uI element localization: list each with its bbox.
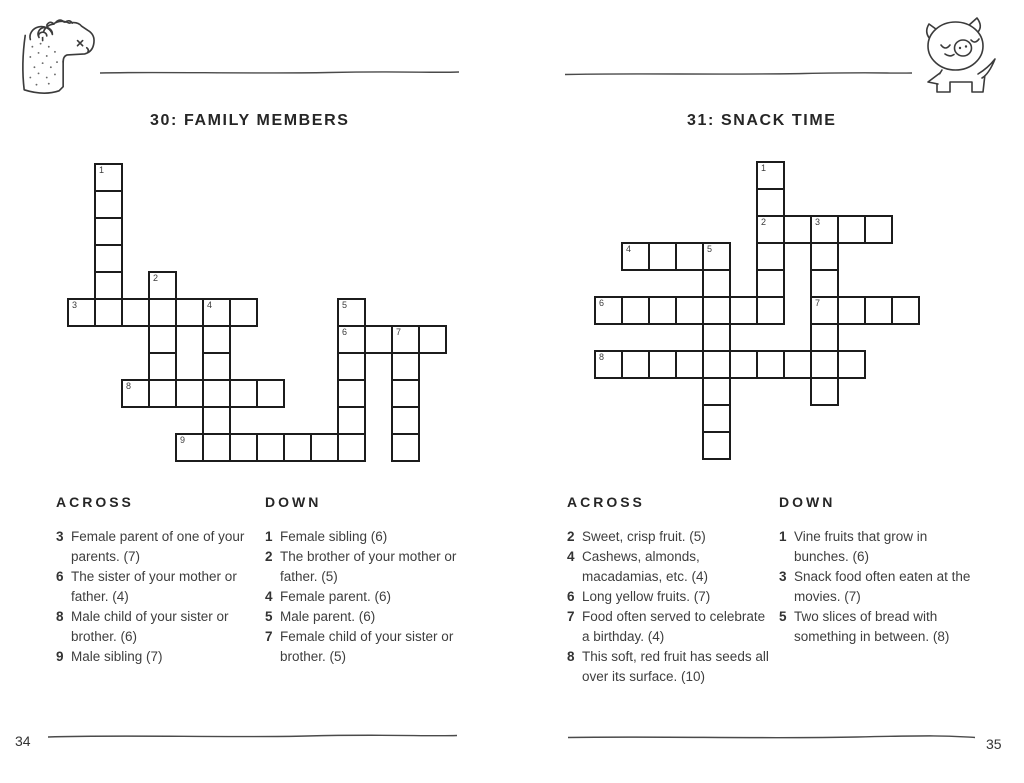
grid-cell[interactable] — [810, 377, 839, 406]
clue-number: 3 — [56, 529, 64, 544]
clue — [567, 547, 779, 587]
grid-cell[interactable] — [391, 433, 420, 462]
clue-number: 6 — [56, 569, 64, 584]
clue — [779, 527, 985, 567]
clue-text: Sweet, crisp fruit. (5) — [582, 529, 706, 544]
grid-cell[interactable] — [729, 296, 758, 325]
grid-cell[interactable] — [675, 242, 704, 271]
grid-cell[interactable] — [256, 379, 285, 408]
grid-cell[interactable] — [837, 350, 866, 379]
cell-number: 6 — [599, 298, 605, 308]
grid-cell[interactable] — [783, 350, 812, 379]
grid-cell[interactable] — [175, 433, 204, 462]
across-header: ACROSS — [56, 494, 134, 510]
grid-cell[interactable] — [337, 352, 366, 381]
grid-cell[interactable] — [702, 323, 731, 352]
grid-cell[interactable] — [418, 325, 447, 354]
cell-number: 5 — [707, 244, 713, 254]
grid-cell[interactable] — [756, 269, 785, 298]
clue-text: Long yellow fruits. (7) — [582, 589, 711, 604]
clue — [265, 627, 471, 667]
grid-cell[interactable] — [202, 379, 231, 408]
grid-cell[interactable] — [121, 298, 150, 327]
right-across-clues — [567, 494, 779, 687]
grid-cell[interactable] — [67, 298, 96, 327]
grid-cell[interactable] — [202, 352, 231, 381]
grid-cell[interactable] — [729, 350, 758, 379]
clue — [567, 607, 779, 647]
cell-number: 5 — [342, 300, 348, 310]
grid-cell[interactable] — [364, 325, 393, 354]
page-number-left: 34 — [15, 733, 31, 749]
grid-cell[interactable] — [283, 433, 312, 462]
clue-list — [779, 527, 985, 647]
cell-number: 8 — [599, 352, 605, 362]
grid-cell[interactable] — [337, 325, 366, 354]
grid-cell[interactable] — [756, 242, 785, 271]
clue-text: Female child of your sister or brother. (5) — [280, 629, 454, 664]
cell-number: 9 — [180, 435, 186, 445]
grid-cell[interactable] — [621, 296, 650, 325]
grid-cell[interactable] — [648, 296, 677, 325]
grid-cell[interactable] — [864, 296, 893, 325]
clue — [56, 647, 262, 667]
clue-number: 4 — [265, 589, 273, 604]
puzzle-title-left: 30: FAMILY MEMBERS — [150, 112, 350, 129]
clue — [567, 587, 779, 607]
cell-number: 4 — [207, 300, 213, 310]
grid-cell[interactable] — [175, 298, 204, 327]
grid-cell[interactable] — [837, 215, 866, 244]
grid-cell[interactable] — [94, 163, 123, 192]
grid-cell[interactable] — [810, 323, 839, 352]
grid-cell[interactable] — [337, 433, 366, 462]
clue-text: Female parent of one of your parents. (7) — [71, 529, 245, 564]
grid-cell[interactable] — [702, 296, 731, 325]
grid-cell[interactable] — [310, 433, 339, 462]
clue-text: Male sibling (7) — [71, 649, 163, 664]
cell-number: 2 — [153, 273, 159, 283]
clue-number: 6 — [567, 589, 575, 604]
left-across-clues — [56, 494, 262, 667]
grid-cell[interactable] — [94, 217, 123, 246]
grid-cell[interactable] — [594, 296, 623, 325]
clue-text: Food often served to celebrate a birthday. (4) — [582, 609, 766, 644]
clue-number: 1 — [779, 529, 787, 544]
clue-number: 8 — [56, 609, 64, 624]
across-header: ACROSS — [567, 494, 645, 510]
clue-list — [265, 527, 471, 667]
cell-number: 1 — [761, 163, 767, 173]
grid-cell[interactable] — [229, 298, 258, 327]
grid-cell[interactable] — [202, 325, 231, 354]
clue-text: Male parent. (6) — [280, 609, 376, 624]
cell-number: 2 — [761, 217, 767, 227]
clue-text: The sister of your mother or father. (4) — [71, 569, 237, 604]
grid-cell[interactable] — [148, 379, 177, 408]
page-number-right: 35 — [986, 736, 1002, 752]
clue — [56, 527, 262, 567]
grid-cell[interactable] — [810, 350, 839, 379]
clue-number: 2 — [265, 549, 273, 564]
clue-text: Male child of your sister or brother. (6) — [71, 609, 229, 644]
clue-number: 3 — [779, 569, 787, 584]
clue-number: 9 — [56, 649, 64, 664]
puzzle-title-right: 31: SNACK TIME — [687, 112, 837, 129]
clue-number: 5 — [779, 609, 787, 624]
grid-cell[interactable] — [94, 298, 123, 327]
clue-number: 7 — [265, 629, 273, 644]
grid-cell[interactable] — [648, 242, 677, 271]
clue-list — [567, 527, 779, 687]
grid-cell[interactable] — [621, 350, 650, 379]
grid-cell[interactable] — [810, 215, 839, 244]
grid-cell[interactable] — [175, 379, 204, 408]
header-rule-right — [564, 71, 914, 77]
ram-icon — [18, 18, 96, 98]
clue — [567, 527, 779, 547]
right-down-clues — [779, 494, 985, 647]
grid-cell[interactable] — [202, 298, 231, 327]
left-down-clues — [265, 494, 471, 667]
clue — [779, 567, 985, 607]
grid-cell[interactable] — [702, 242, 731, 271]
grid-cell[interactable] — [810, 269, 839, 298]
grid-cell[interactable] — [594, 350, 623, 379]
grid-cell[interactable] — [229, 433, 258, 462]
grid-cell[interactable] — [391, 406, 420, 435]
clue-text: Two slices of bread with something in between. (8) — [794, 609, 950, 644]
grid-cell[interactable] — [702, 377, 731, 406]
grid-cell[interactable] — [148, 298, 177, 327]
clue-number: 5 — [265, 609, 273, 624]
cell-number: 3 — [815, 217, 821, 227]
grid-cell[interactable] — [94, 271, 123, 300]
clue — [265, 547, 471, 587]
grid-cell[interactable] — [783, 215, 812, 244]
grid-cell[interactable] — [702, 404, 731, 433]
down-header: DOWN — [779, 494, 836, 510]
clue — [779, 607, 985, 647]
grid-cell[interactable] — [94, 244, 123, 273]
grid-cell[interactable] — [256, 433, 285, 462]
clue-text: Snack food often eaten at the movies. (7) — [794, 569, 971, 604]
grid-cell[interactable] — [810, 296, 839, 325]
clue-text: Female parent. (6) — [280, 589, 392, 604]
clue-number: 8 — [567, 649, 575, 664]
clue-number: 4 — [567, 549, 575, 564]
clue-text: The brother of your mother or father. (5) — [280, 549, 457, 584]
grid-cell[interactable] — [391, 352, 420, 381]
footer-rule-left — [47, 733, 459, 741]
clue-number: 7 — [567, 609, 575, 624]
clue-text: Cashews, almonds, macadamias, etc. (4) — [582, 549, 709, 584]
header-rule-left — [99, 70, 461, 76]
grid-cell[interactable] — [337, 298, 366, 327]
grid-cell[interactable] — [94, 190, 123, 219]
cell-number: 8 — [126, 381, 132, 391]
grid-cell[interactable] — [621, 242, 650, 271]
grid-cell[interactable] — [837, 296, 866, 325]
grid-cell[interactable] — [148, 325, 177, 354]
clue-number: 1 — [265, 529, 273, 544]
grid-cell[interactable] — [756, 296, 785, 325]
grid-cell[interactable] — [229, 379, 258, 408]
grid-cell[interactable] — [202, 433, 231, 462]
clue — [56, 567, 262, 607]
grid-cell[interactable] — [702, 350, 731, 379]
grid-cell[interactable] — [391, 379, 420, 408]
clue — [56, 607, 262, 647]
grid-cell[interactable] — [702, 431, 731, 460]
clue-text: Female sibling (6) — [280, 529, 388, 544]
clue — [567, 647, 779, 687]
clue-text: Vine fruits that grow in bunches. (6) — [794, 529, 928, 564]
grid-cell[interactable] — [675, 296, 704, 325]
grid-cell[interactable] — [337, 406, 366, 435]
grid-cell[interactable] — [756, 350, 785, 379]
grid-cell[interactable] — [702, 269, 731, 298]
cell-number: 3 — [72, 300, 78, 310]
grid-cell[interactable] — [756, 161, 785, 190]
grid-cell[interactable] — [675, 350, 704, 379]
cell-number: 7 — [815, 298, 821, 308]
grid-cell[interactable] — [121, 379, 150, 408]
cell-number: 4 — [626, 244, 632, 254]
clue-number: 2 — [567, 529, 575, 544]
grid-cell[interactable] — [148, 271, 177, 300]
grid-cell[interactable] — [864, 215, 893, 244]
grid-cell[interactable] — [810, 242, 839, 271]
cell-number: 7 — [396, 327, 402, 337]
clue-text: This soft, red fruit has seeds all over its surface. (10) — [582, 649, 769, 684]
cell-number: 6 — [342, 327, 348, 337]
clue — [265, 607, 471, 627]
footer-rule-right — [567, 734, 977, 742]
grid-cell[interactable] — [648, 350, 677, 379]
down-header: DOWN — [265, 494, 322, 510]
grid-cell[interactable] — [756, 188, 785, 217]
clue-list — [56, 527, 262, 667]
grid-cell[interactable] — [202, 406, 231, 435]
clue — [265, 527, 471, 547]
grid-cell[interactable] — [891, 296, 920, 325]
grid-cell[interactable] — [756, 215, 785, 244]
grid-cell[interactable] — [148, 352, 177, 381]
grid-cell[interactable] — [391, 325, 420, 354]
clue — [265, 587, 471, 607]
cell-number: 1 — [99, 165, 105, 175]
grid-cell[interactable] — [337, 379, 366, 408]
pig-icon — [904, 16, 1004, 110]
